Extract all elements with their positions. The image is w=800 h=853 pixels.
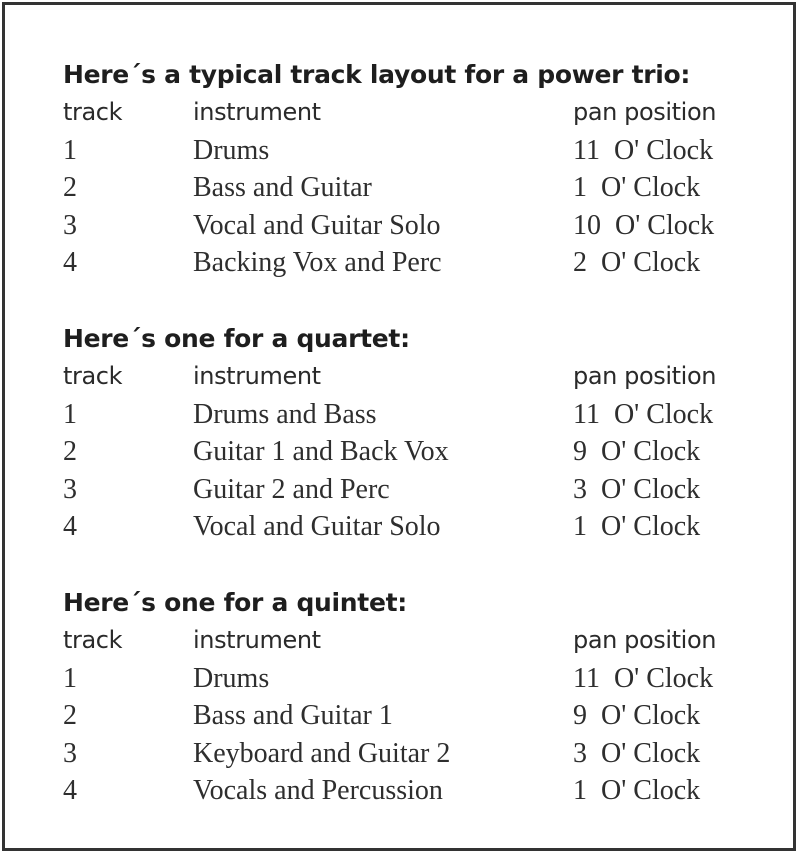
table-row: [63, 471, 763, 509]
track-number: 4: [63, 511, 77, 543]
track-number: 1: [63, 662, 77, 694]
instrument: Drums: [193, 134, 270, 166]
instrument: Backing Vox and Perc: [193, 247, 442, 279]
header-instrument: instrument: [193, 626, 321, 654]
pan-position: 9 O' Clock: [573, 436, 701, 468]
pan-position: 11 O' Clock: [573, 398, 714, 430]
track-number: 3: [63, 209, 77, 241]
table-row: [63, 772, 763, 810]
table-row: [63, 697, 763, 735]
section-quartet: [63, 320, 763, 546]
header-instrument: instrument: [193, 98, 321, 126]
table-row: [63, 244, 763, 282]
instrument: Vocals and Percussion: [193, 775, 443, 807]
pan-position: 10 O' Clock: [573, 209, 715, 241]
table-header: [63, 622, 763, 660]
instrument: Drums and Bass: [193, 398, 377, 430]
header-track: track: [63, 98, 123, 126]
section-title: Here´s one for a quintet:: [63, 588, 407, 617]
pan-position: 11 O' Clock: [573, 134, 714, 166]
pan-position: 11 O' Clock: [573, 662, 714, 694]
track-number: 2: [63, 700, 77, 732]
header-instrument: instrument: [193, 362, 321, 390]
instrument: Vocal and Guitar Solo: [193, 511, 441, 543]
section-title: Here´s one for a quartet:: [63, 324, 410, 353]
instrument: Bass and Guitar 1: [193, 700, 393, 732]
header-pan-position: pan position: [573, 626, 717, 654]
instrument: Bass and Guitar: [193, 172, 372, 204]
pan-position: 1 O' Clock: [573, 172, 701, 204]
pan-position: 1 O' Clock: [573, 511, 701, 543]
table-row: [63, 169, 763, 207]
section-quintet: [63, 584, 763, 810]
table-header: [63, 358, 763, 396]
table-row: [63, 735, 763, 773]
header-track: track: [63, 362, 123, 390]
table-row: [63, 660, 763, 698]
track-number: 1: [63, 398, 77, 430]
instrument: Guitar 1 and Back Vox: [193, 436, 449, 468]
instrument: Vocal and Guitar Solo: [193, 209, 441, 241]
table-row: [63, 132, 763, 170]
track-number: 4: [63, 775, 77, 807]
header-track: track: [63, 626, 123, 654]
instrument: Drums: [193, 662, 270, 694]
track-number: 3: [63, 473, 77, 505]
track-number: 4: [63, 247, 77, 279]
header-pan-position: pan position: [573, 98, 717, 126]
track-number: 1: [63, 134, 77, 166]
pan-position: 9 O' Clock: [573, 700, 701, 732]
section-title: Here´s a typical track layout for a power trio:: [63, 60, 691, 89]
pan-position: 3 O' Clock: [573, 473, 701, 505]
track-number: 2: [63, 436, 77, 468]
table-header: [63, 94, 763, 132]
pan-position: 1 O' Clock: [573, 775, 701, 807]
track-number: 2: [63, 172, 77, 204]
pan-position: 2 O' Clock: [573, 247, 701, 279]
track-number: 3: [63, 737, 77, 769]
pan-position: 3 O' Clock: [573, 737, 701, 769]
section-power-trio: [63, 56, 763, 282]
instrument: Keyboard and Guitar 2: [193, 737, 451, 769]
table-row: [63, 508, 763, 546]
table-row: [63, 207, 763, 245]
header-pan-position: pan position: [573, 362, 717, 390]
table-row: [63, 396, 763, 434]
instrument: Guitar 2 and Perc: [193, 473, 390, 505]
table-row: [63, 433, 763, 471]
